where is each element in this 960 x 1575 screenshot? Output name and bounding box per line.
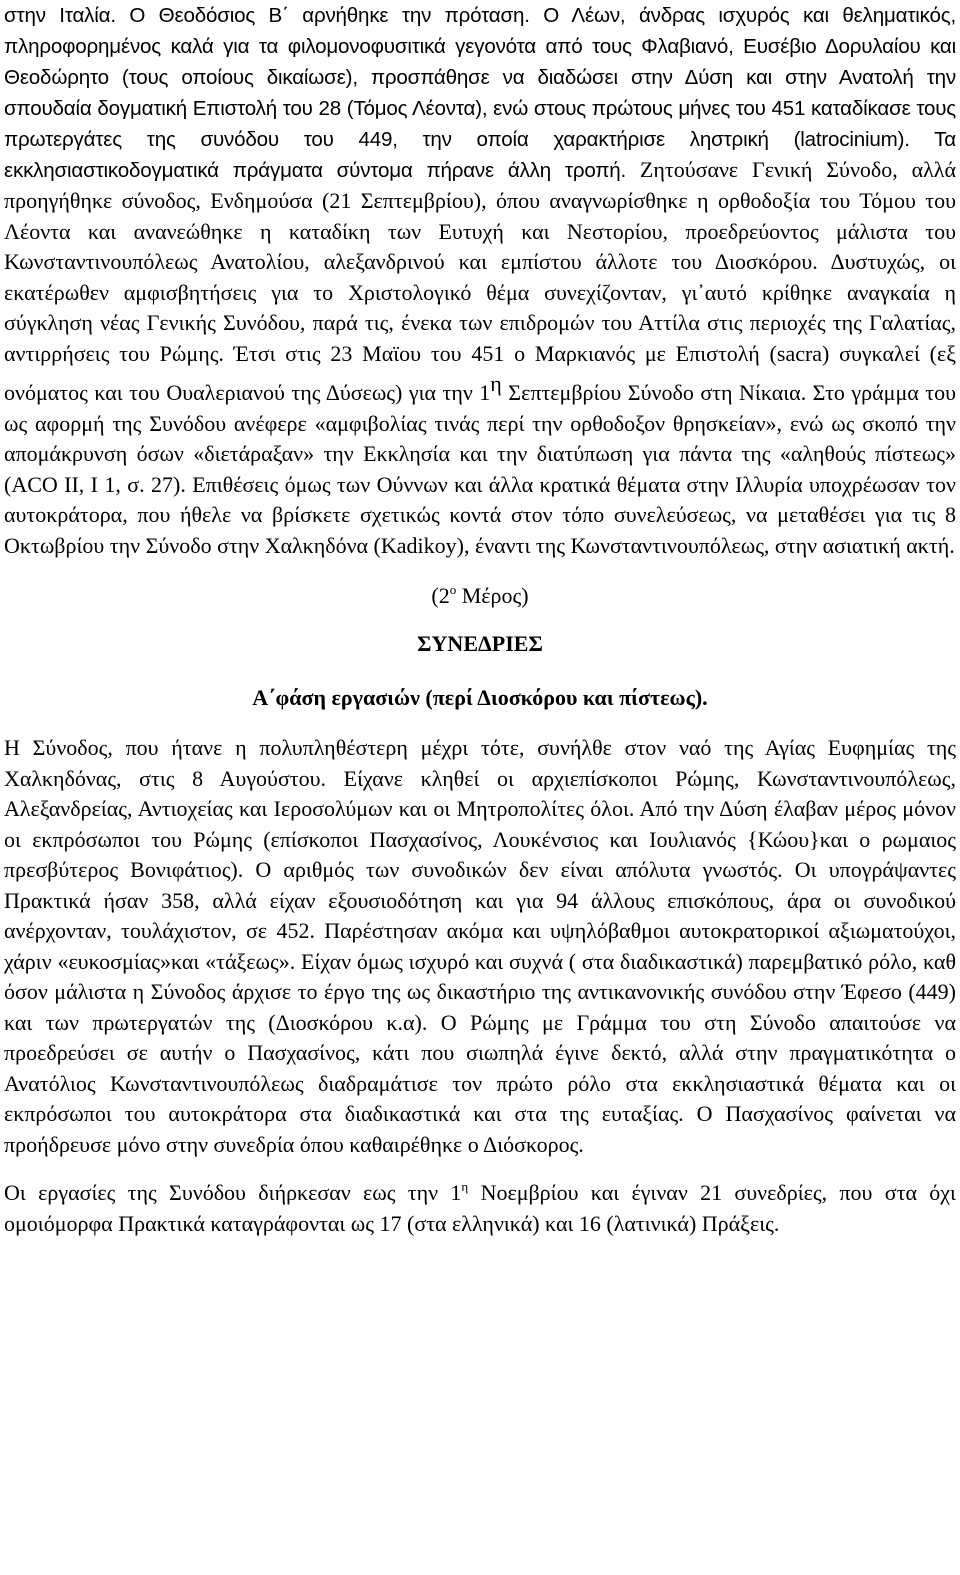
ordinal-superscript: η [461, 1179, 469, 1194]
part-label-superscript: ο [449, 582, 457, 597]
paragraph-serif-segment: Ζητούσανε Γενική Σύνοδο, αλλά προηγήθηκε σύνοδος, Ενδημούσα (21 Σεπτεμβρίου), όπου αναγνωρίσθηκε η ορθοδοξία του Τόμου του Λέοντα και ανανεώθηκε η καταδίκη των Ευτυχή και Νεστορίου, προεδρεύοντος μάλιστα του Κωνσταντινουπόλεως Ανατολίου, αλεξανδρινού και εμπίστου άλλοτε του Διοσκόρου. Δυστυχώς, οι εκατέρωθεν αμφισβητήσεις για το Χριστολογικό θέμα συνεχίζονταν, γι᾽αυτό κρίθηκε αναγκαία η σύγκληση νέας Γενικής Συνόδου, παρά τις, ένεκα των επιδρομών του Αττίλα στις περιοχές της Γαλατίας, αντιρρήσεις του Ρώμης. Έτσι στις 23 Μαϊου του 451 ο Μαρκιανός με Επιστολή (sacra) συγκαλεί (εξ ονόματος και του Ουαλεριανού της Δύσεως) για την 1 [4, 157, 956, 405]
paragraph-council-sessions: Η Σύνοδος, που ήτανε η πολυπληθέστερη μέχρι τότε, συνήλθε στον ναό της Αγίας Ευφημίας της Χαλκηδόνας, στις 8 Αυγούστου. Είχανε κληθεί οι αρχιεπίσκοποι Ρώμης, Κωνσταντινουπόλεως, Αλεξανδρείας, Αντιοχείας και Ιεροσολύμων και οι Μητροπολίτες όλοι. Από την Δύση έλαβαν μέρος μόνον οι εκπρόσωποι του Ρώμης (επίσκοποι Πασχασίνος, Λουκένσιος και Ιουλιανός {Κώου}και ο ρωμαιος πρεσβύτερος Βονιφάτιος). Ο αριθμός των συνοδικών δεν είναι απόλυτα γνωστός. Οι υπογράψαντες Πρακτικά ήσαν 358, αλλά είχαν εξουσιοδότηση και για 94 άλλους επισκόπους, άρα οι συνοδικού ανέρχονταν, τουλάχιστον, σε 452. Παρέστησαν ακόμα και υψηλόβαθμοι αυτοκρατορικοί αξιωματούχοι, χάριν «ευκοσμίας»και «τάξεως». Είχαν όμως ισχυρό και συχνά ( στα διαδικαστικά) παρεμβατικό ρόλο, καθ όσον μάλιστα η Σύνοδος άρχισε το έργο της ως δικαστήριο της αντικανονικής συνόδου στην Έφεσο (449) και των πρωτεργατών της (Διοσκόρου κ.α). Ο Ρώμης με Γράμμα του στη Σύνοδο απαιτούσε να προεδρεύσει σε αυτήν ο Πασχασίνος, κάτι που σιωπηλά έγινε δεκτό, αλλά στην πραγματικότητα ο Ανατόλιος Κωνσταντινουπόλεως διαδραμάτισε τον πρώτο ρόλο στα εκκλησιαστικά θέματα και οι εκπρόσωποι του αυτοκράτορα στα διαδικαστικά και στα της ευταξίας. Ο Πασχασίνος φαίνεται να προήδρευσε μόνο στην συνεδρία όπου καθαιρέθηκε ο Διόσκορος. [4, 735, 956, 1157]
document-page [4, 0, 956, 1239]
phase-heading: Α΄φάση εργασιών (περί Διοσκόρου και πίστεως). [252, 685, 708, 710]
paragraph-council-background [4, 0, 956, 561]
paragraph-sans-segment: στην Ιταλία. Ο Θεοδόσιος Β΄ αρνήθηκε την πρόταση. Ο Λέων, άνδρας ισχυρός και θεληματικός, πληροφορημένος καλά για τα φιλομονοφυσιτικά γεγονότα από τους Φλαβιανό, Ευσέβιο Δορυλαίου και Θεοδώρητο (τους οποίους δικαίωσε), προσπάθησε να διαδώσει στην Δύση και στην Ανατολή την σπουδαία δογματική Επιστολή του 28 (Τόμος Λέοντα), ενώ στους πρώτους μήνες του 451 καταδίκασε τους πρωτεργάτες της συνόδου του 449, την οποία χαρακτήρισε ληστρική (latrocinium). Τα εκκλησιαστικοδογματικά πράγματα σύντομα πήρανε άλλη τροπή. [4, 4, 956, 182]
sessions-heading: ΣΥΝΕΔΡΙΕΣ [417, 631, 543, 656]
part-label-open: (2 [431, 583, 450, 608]
part-label-close: Μέρος) [456, 583, 529, 608]
paragraph-duration-start: Οι εργασίες της Συνόδου διήρκεσαν εως την 1 [4, 1180, 462, 1205]
ordinal-superscript: η [490, 371, 502, 396]
paragraph-serif-segment-continued: Σεπτεμβρίου Σύνοδο στη Νίκαια. Στο γράμμα του ως αφορμή της Συνόδου ανέφερε «αμφιβολίας τινάς περί την ορθοδοξον θρησκείαν», ενώ ως σκοπό την απομάκρυνση όσων «διετάραξαν» την Εκκλησία και την διατύπωση για πάντα της «αληθούς πίστεως» (ACO II, I 1, σ. 27). Επιθέσεις όμως των Ούννων και άλλα κρατικά θέματα στην Ιλλυρία υποχρέωσαν τον αυτοκράτορα, που ήθελε να βρίσκετε σχετικώς κοντά στον τόπο συνελεύσεως, να μεταθέσει για τις 8 Οκτωβρίου την Σύνοδο στην Χαλκηδόνα (Kadikoy), έναντι της Κωνσταντινουπόλεως, στην ασιατική ακτή. [4, 380, 957, 558]
paragraph-council-duration [4, 1178, 956, 1239]
part-label [4, 581, 956, 611]
paragraph-duration-end: Νοεμβρίου και έγιναν 21 συνεδρίες, που στα όχι ομοιόμορφα Πρακτικά καταγράφονται ως 17 (στα ελληνικά) και 16 (λατινικά) Πράξεις. [4, 1180, 956, 1236]
